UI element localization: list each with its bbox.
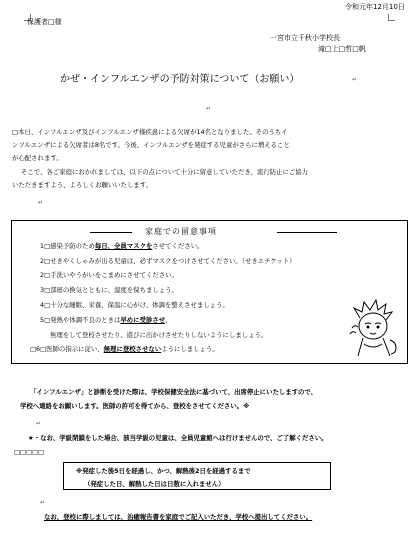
- notice-item: 5□発熱や体調不良のときは早めに受診させ、: [40, 316, 172, 324]
- return-mark-icon: ↵: [206, 105, 212, 112]
- principal-name: 滝□上□哲□帆: [318, 45, 366, 53]
- recipient: 保護者□様: [27, 18, 62, 26]
- notice-item-continuation: 無理をして登校させたり、遊びに出かけさせたりしないようにしましょう。: [50, 331, 268, 339]
- period-line: ※発症した後5日を経過し、かつ、解熱後2日を経過するまで: [76, 467, 251, 475]
- notice-item: 2□せきやくしゃみが出る児童は、必ずマスクをつけさせてください。（せきエチケット）: [40, 257, 296, 265]
- diagnosis-line: 学校へ連絡をお願いします。医師の許可を得てから、登校をさせてください。※: [20, 402, 250, 410]
- sick-child-illustration: [346, 296, 402, 360]
- notice-heading: 家庭での留意事項: [145, 227, 217, 236]
- school-name: 一宮市立千秋小学校長: [270, 34, 340, 42]
- intro-line: そこで、各ご家庭におかれましては、以下の点について十分に留意していただき、流行防止にご協力: [21, 168, 309, 176]
- closure-note: ★・なお、学級閉鎖をした場合、該当学級の児童は、全員児童館へは行けませんので、ご了解ください。: [28, 434, 328, 442]
- return-mark-icon: ↵: [36, 420, 42, 427]
- margin-corner-mark: [388, 14, 395, 21]
- diagnosis-line: 「インフルエンザ」と診断を受けた際は、学校保健安全法に基づいて、出席停止にいたしますので、: [30, 388, 318, 396]
- notice-item: 2□手洗いやうがいをこまめにさせてください。: [40, 271, 178, 279]
- document-title: かぜ・インフルエンザの予防対策について（お願い）: [60, 74, 300, 85]
- return-mark-icon: ↵: [40, 499, 46, 506]
- footer-note: なお、登校に際しましては、治癒報告書を家庭でご記入いただき、学校へ提出してください。: [44, 513, 313, 521]
- return-mark-icon: ↵: [352, 76, 358, 83]
- heading-rule-right: [277, 232, 337, 233]
- intro-line: が心配されます。: [12, 154, 63, 162]
- period-line: （発症した日、解熱した日は日数に入れません）: [84, 480, 225, 488]
- intro-line: ンフルエンザによる欠席者は8名です。今後、インフルエンザを発症する児童がさらに増えること: [12, 141, 290, 149]
- document-date: 令和元年12月10日: [345, 3, 405, 11]
- notice-item: 4□十分な睡眠、栄養、保温に心がけ、体調を整えさせましょう。: [40, 301, 229, 309]
- notice-item: □6□医師の指示に従い、無理に登校させないようにしましょう。: [30, 345, 219, 353]
- notice-item: 3□部屋の換気とともに、湿度を保ちましょう。: [40, 286, 178, 294]
- heading-rule-left: [90, 232, 132, 233]
- intro-line: □本日、インフルエンザ及びインフルエンザ様疾患による欠席が14名となりました。そのうちイ: [12, 128, 288, 136]
- closure-marks: □□□□□: [14, 448, 45, 456]
- notice-item: 1□感染予防のため毎日、全員マスクをさせてください。: [40, 242, 204, 250]
- return-mark-icon: ↵: [38, 199, 44, 206]
- intro-line: いただきますよう、よろしくお願いいたします。: [12, 181, 153, 189]
